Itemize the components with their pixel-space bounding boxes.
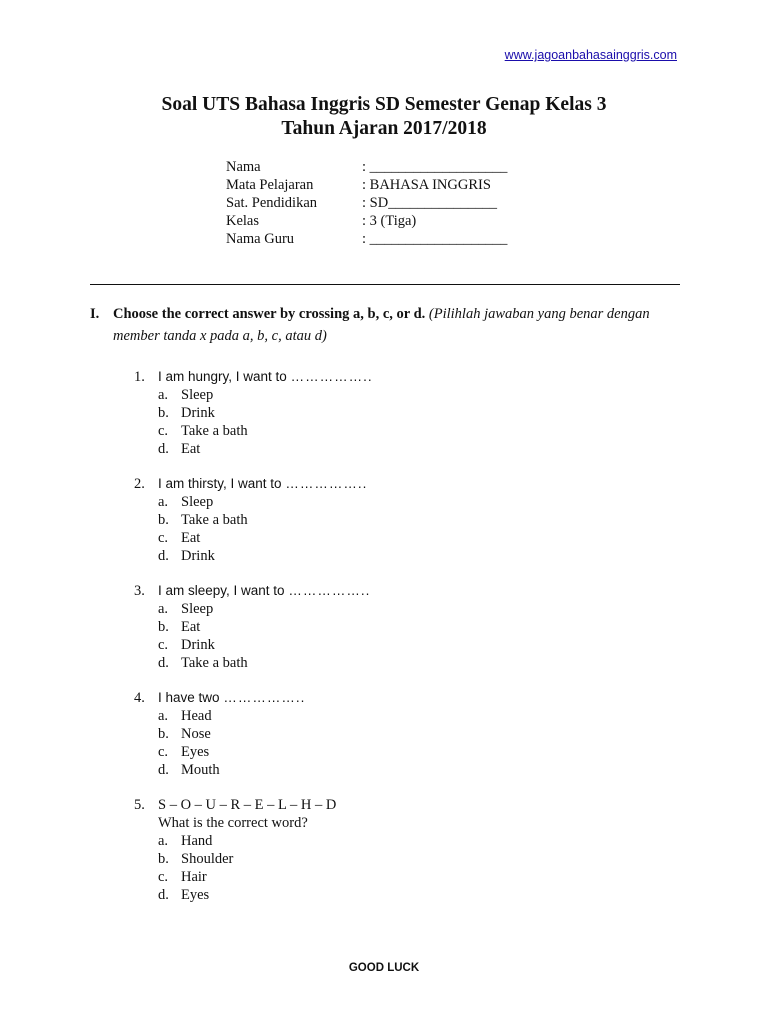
option-letter: b. <box>158 851 169 867</box>
option-text: Drink <box>181 405 215 421</box>
option-b[interactable] <box>158 404 654 422</box>
question-text: I am thirsty, I want to <box>158 476 282 491</box>
option-letter: c. <box>158 744 169 760</box>
identity-value: : ___________________ <box>362 159 508 175</box>
question-text: S – O – U – R – E – L – H – D <box>158 797 337 813</box>
question-stem <box>158 689 305 707</box>
option-letter: c. <box>158 530 169 546</box>
answer-blank: …………….. <box>288 583 371 598</box>
question-number: 2. <box>134 476 145 492</box>
option-letter: d. <box>158 655 169 671</box>
question-stem <box>158 368 373 386</box>
option-d[interactable] <box>158 547 654 565</box>
option-a[interactable] <box>158 386 654 404</box>
website-link[interactable]: www.jagoanbahasainggris.com <box>504 48 677 62</box>
option-letter: d. <box>158 887 169 903</box>
option-a[interactable] <box>158 707 654 725</box>
page-title <box>0 93 768 141</box>
option-a[interactable] <box>158 600 654 618</box>
option-text: Eat <box>181 441 201 457</box>
option-b[interactable] <box>158 725 654 743</box>
question-text: I am hungry, I want to <box>158 369 287 384</box>
answer-blank: …………….. <box>223 690 306 705</box>
option-c[interactable] <box>158 636 654 654</box>
option-b[interactable] <box>158 511 654 529</box>
identity-label: Mata Pelajaran <box>226 177 314 193</box>
question-list <box>134 368 654 921</box>
option-letter: a. <box>158 494 169 510</box>
instruction-translation: (Pilihlah jawaban yang benar dengan member tanda x pada a, b, c, atau d) <box>113 306 650 344</box>
option-letter: a. <box>158 708 169 724</box>
option-letter: c. <box>158 423 169 439</box>
option-text: Mouth <box>181 762 220 778</box>
option-text: Shoulder <box>181 851 234 867</box>
option-text: Take a bath <box>181 512 248 528</box>
option-d[interactable] <box>158 886 654 904</box>
option-text: Nose <box>181 726 211 742</box>
identity-label: Kelas <box>226 213 260 229</box>
option-letter: a. <box>158 601 169 617</box>
section-number: I. <box>90 306 100 322</box>
identity-value: : ___________________ <box>362 231 508 247</box>
section-instruction <box>90 303 690 347</box>
question-5 <box>134 796 654 904</box>
option-letter: a. <box>158 387 169 403</box>
option-letter: d. <box>158 441 169 457</box>
identity-label: Nama <box>226 159 261 175</box>
question-number: 1. <box>134 369 145 385</box>
option-letter: c. <box>158 869 169 885</box>
option-b[interactable] <box>158 850 654 868</box>
question-number: 4. <box>134 690 145 706</box>
identity-row-nama-guru <box>226 230 507 248</box>
identity-value: : SD_______________ <box>362 195 497 211</box>
identity-value: : 3 (Tiga) <box>362 213 417 229</box>
answer-blank: …………….. <box>285 476 368 491</box>
option-text: Take a bath <box>181 423 248 439</box>
option-letter: b. <box>158 619 169 635</box>
option-text: Sleep <box>181 387 214 403</box>
question-text: I am sleepy, I want to <box>158 583 285 598</box>
option-letter: c. <box>158 637 169 653</box>
option-text: Eyes <box>181 887 210 903</box>
option-a[interactable] <box>158 832 654 850</box>
question-stem <box>158 582 370 600</box>
option-letter: a. <box>158 833 169 849</box>
option-d[interactable] <box>158 761 654 779</box>
option-text: Hair <box>181 869 207 885</box>
question-number: 5. <box>134 797 145 813</box>
question-2 <box>134 475 654 565</box>
identity-label: Sat. Pendidikan <box>226 195 318 211</box>
option-text: Drink <box>181 637 215 653</box>
option-text: Sleep <box>181 601 214 617</box>
option-a[interactable] <box>158 493 654 511</box>
question-stem <box>158 475 367 493</box>
answer-blank: …………….. <box>290 369 373 384</box>
option-letter: b. <box>158 726 169 742</box>
identity-row-mata-pelajaran <box>226 176 507 194</box>
option-c[interactable] <box>158 743 654 761</box>
question-4 <box>134 689 654 779</box>
option-b[interactable] <box>158 618 654 636</box>
horizontal-divider <box>90 284 680 285</box>
option-text: Hand <box>181 833 213 849</box>
option-text: Eyes <box>181 744 210 760</box>
option-letter: d. <box>158 548 169 564</box>
identity-row-kelas <box>226 212 507 230</box>
option-text: Eat <box>181 530 201 546</box>
option-letter: b. <box>158 405 169 421</box>
option-text: Sleep <box>181 494 214 510</box>
identity-label: Nama Guru <box>226 231 295 247</box>
question-1 <box>134 368 654 458</box>
option-d[interactable] <box>158 440 654 458</box>
option-text: Drink <box>181 548 215 564</box>
option-letter: b. <box>158 512 169 528</box>
option-c[interactable] <box>158 422 654 440</box>
instruction-text: Choose the correct answer by crossing a, b, c, or d. <box>113 306 426 322</box>
option-c[interactable] <box>158 868 654 886</box>
title-line-2: Tahun Ajaran 2017/2018 <box>281 118 487 139</box>
question-number: 3. <box>134 583 145 599</box>
question-subtext: What is the correct word? <box>158 815 308 831</box>
identity-row-nama <box>226 158 507 176</box>
question-text: I have two <box>158 690 220 705</box>
identity-value: : BAHASA INGGRIS <box>362 177 491 193</box>
option-text: Take a bath <box>181 655 248 671</box>
identity-row-sat-pendidikan <box>226 194 507 212</box>
option-text: Eat <box>181 619 201 635</box>
option-d[interactable] <box>158 654 654 672</box>
title-line-1: Soal UTS Bahasa Inggris SD Semester Genap Kelas 3 <box>161 94 607 115</box>
footer-message: GOOD LUCK <box>348 962 420 974</box>
option-c[interactable] <box>158 529 654 547</box>
option-text: Head <box>181 708 212 724</box>
option-letter: d. <box>158 762 169 778</box>
student-identity-block <box>226 158 507 248</box>
question-3 <box>134 582 654 672</box>
